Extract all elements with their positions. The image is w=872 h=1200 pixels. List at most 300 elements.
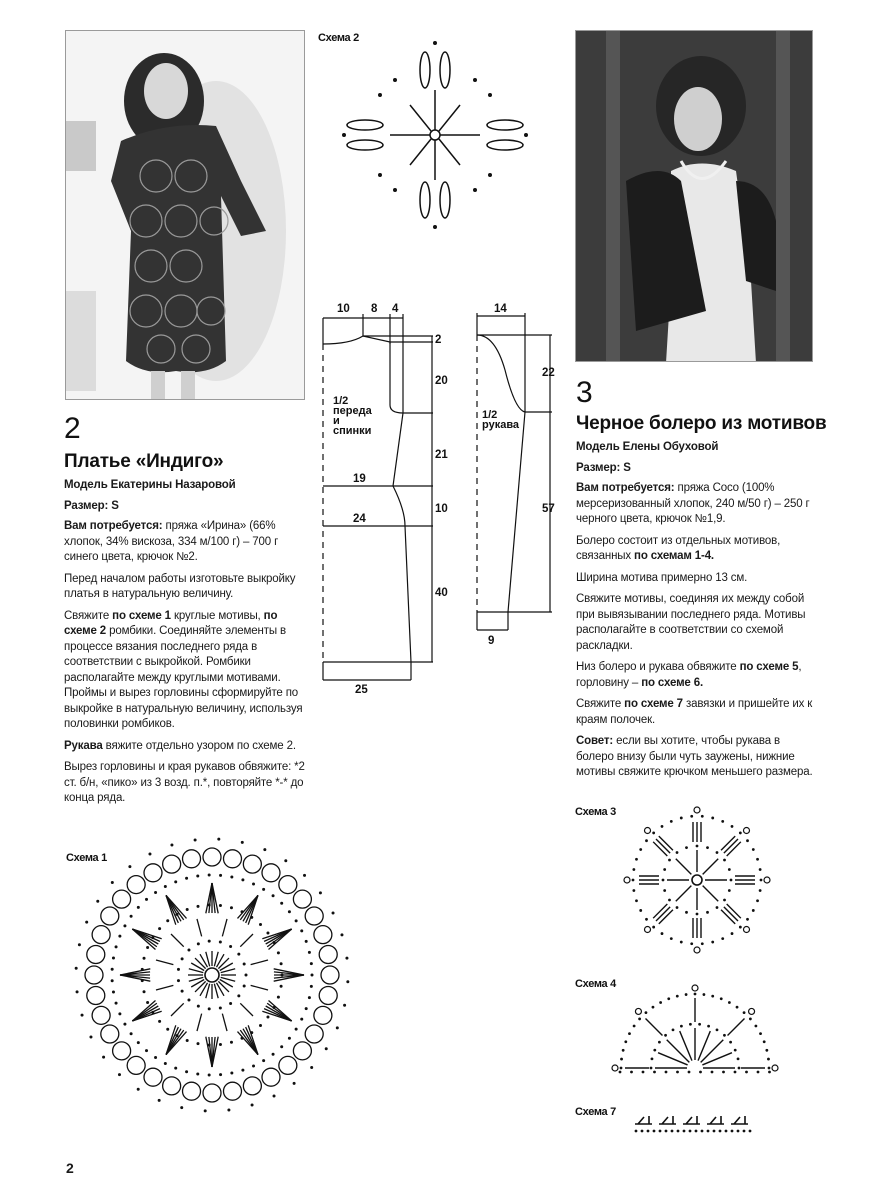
chain-dot <box>237 953 240 956</box>
chain-dot <box>204 1109 207 1112</box>
chain-dot <box>685 911 688 914</box>
stitch-stroke <box>222 1014 227 1031</box>
stitch-stroke <box>667 1040 690 1063</box>
chain-dot <box>756 858 759 861</box>
picot <box>645 828 651 834</box>
stitch-stroke <box>222 919 227 936</box>
chain-dot <box>622 1049 625 1052</box>
stitch-stroke <box>171 934 184 947</box>
chain-dot <box>146 946 149 949</box>
dim-height-20: 20 <box>435 375 448 387</box>
chain-dot <box>137 1041 140 1044</box>
chain-dot <box>185 877 188 880</box>
chain-dot <box>759 868 762 871</box>
chain-dot <box>241 1037 244 1040</box>
chain-dot <box>300 1018 303 1021</box>
materials-label: Вам потребуется: <box>64 520 163 532</box>
chain-dot <box>667 997 670 1000</box>
chain-dot <box>146 1001 149 1004</box>
chain-dot <box>259 923 262 926</box>
chain-dot <box>118 935 121 938</box>
chain-dot <box>181 990 184 993</box>
chain-dot <box>263 848 266 851</box>
chain-dot <box>241 1069 244 1072</box>
chain-dot <box>734 1049 737 1052</box>
picot-loop <box>183 850 201 868</box>
picot-loop <box>101 907 119 925</box>
chain-dot <box>310 985 313 988</box>
article-3-para-3: Свяжите мотивы, соединяя их между собой при вывязывании последнего ряда. Мотивы располагайте в соответствии со схемой раскладки. <box>576 593 806 652</box>
picot-loop <box>293 890 311 908</box>
chain-dot <box>728 889 731 892</box>
chain-dot <box>252 1064 255 1067</box>
chain-dot <box>277 951 280 954</box>
dim-hem-25: 25 <box>355 684 368 696</box>
article-2-size: Размер: S <box>64 499 119 512</box>
picot <box>743 828 749 834</box>
chain-dot <box>89 1036 92 1039</box>
chain-dot <box>723 899 726 902</box>
chain-dot <box>325 1047 328 1050</box>
chain-dot <box>177 968 180 971</box>
chain-dot <box>75 967 78 970</box>
pattern-label-fraction: 1/2 <box>333 395 349 407</box>
chain-dot <box>280 985 283 988</box>
text-run: завязки и пришейте их к краям полочек. <box>576 698 813 726</box>
chain-dot <box>300 929 303 932</box>
stitch-stroke <box>702 1053 732 1065</box>
stitch-fan <box>237 1032 258 1055</box>
scheme-7-label: Схема 7 <box>575 1106 616 1118</box>
chain-dot <box>112 991 115 994</box>
chain-dot <box>731 825 734 828</box>
chain-dot <box>303 874 306 877</box>
chain-dot <box>734 1071 737 1074</box>
sleeves-label: Рукава <box>64 739 103 752</box>
chain-dot <box>123 924 126 927</box>
materials-text: пряжа «Ирина» (66% хлопок, 34% вискоза, 334 м/100 г) – 700 г синего цвета, крючок №2. <box>64 520 279 563</box>
chain-dot <box>630 1071 633 1074</box>
chain-dot <box>661 825 664 828</box>
stitch-stroke <box>240 1003 253 1016</box>
picot-loop <box>243 1077 261 1095</box>
chain-dot <box>680 1025 683 1028</box>
stitch-stroke <box>676 859 692 875</box>
picot-loop <box>113 1042 131 1060</box>
chain-dot <box>731 932 734 935</box>
chain-dot <box>755 1025 758 1028</box>
chain-dot <box>749 1018 752 1021</box>
chain-dot <box>243 985 246 988</box>
stitch-stroke <box>680 1031 692 1061</box>
chain-dot <box>241 841 244 844</box>
chain-dot <box>96 900 99 903</box>
picot-loop <box>243 855 261 873</box>
picot-loop <box>85 966 103 984</box>
chain-dot <box>711 941 714 944</box>
chain-dot <box>650 1067 653 1070</box>
chain-dot <box>288 910 291 913</box>
picot-loop <box>87 946 105 964</box>
pattern-label-and: и <box>333 415 340 427</box>
dress-pattern-diagram <box>315 300 455 700</box>
chain-dot <box>164 885 167 888</box>
chain-dot <box>151 936 154 939</box>
chain-dot <box>174 1067 177 1070</box>
chain-dot <box>272 1053 275 1056</box>
scheme-3-label: Схема 3 <box>575 806 616 818</box>
dim-sleeve-height-57: 57 <box>542 503 555 515</box>
sleeve-label-name: рукава <box>482 419 520 431</box>
chain-dot <box>746 918 749 921</box>
chain-dot <box>746 839 749 842</box>
dim-sleeve-cuff-9: 9 <box>488 635 495 647</box>
picot-loop <box>92 1006 110 1024</box>
chain-dot <box>305 1007 308 1010</box>
picot-loop <box>223 850 241 868</box>
chain-dot <box>737 1057 740 1060</box>
article-2-para-2 <box>64 609 308 733</box>
stitch-stroke <box>698 1031 710 1061</box>
stitch-stroke <box>197 1014 202 1031</box>
chain-dot <box>639 848 642 851</box>
chain-dot <box>336 1026 339 1029</box>
chain-dot <box>768 1071 771 1074</box>
chain-dot <box>272 1006 275 1009</box>
chain-dot <box>743 1011 746 1014</box>
chain-dot <box>186 908 189 911</box>
chain-dot <box>668 859 671 862</box>
chain-dot <box>208 874 211 877</box>
chain-dot <box>716 906 719 909</box>
text-run: Болеро состоит из отдельных мотивов, связанных <box>576 534 781 562</box>
chain-dot <box>343 1004 346 1007</box>
chain-dot <box>227 1108 230 1111</box>
picot-loop <box>319 946 337 964</box>
chain-dot <box>620 1067 623 1070</box>
chain-dot <box>219 874 222 877</box>
chain-dot <box>645 918 648 921</box>
chain-dot <box>187 948 190 951</box>
chain-dot <box>663 889 666 892</box>
materials-label: Вам потребуется: <box>576 482 675 494</box>
chain-dot <box>756 899 759 902</box>
scheme-3-diagram <box>622 805 772 955</box>
sleeve-label-fraction: 1/2 <box>482 409 498 421</box>
picot-loop <box>279 876 297 894</box>
chain-dot <box>632 879 635 882</box>
chain-dot <box>664 1034 667 1037</box>
chain-dot <box>208 904 211 907</box>
scheme-ref: по схеме 6. <box>641 676 704 689</box>
stitch-stroke <box>218 981 229 992</box>
chain-dot <box>635 858 638 861</box>
text-run: Свяжите <box>64 609 113 622</box>
chain-dot <box>158 1020 161 1023</box>
chain-dot <box>219 904 222 907</box>
chain-dot <box>158 927 161 930</box>
stitch-stroke <box>676 886 692 902</box>
picot <box>764 877 770 883</box>
chain-dot <box>295 1028 298 1031</box>
chain-dot <box>230 1072 233 1075</box>
chain-dot <box>137 906 140 909</box>
chain-dot <box>145 898 148 901</box>
chain-dot <box>288 1037 291 1040</box>
chain-dot <box>187 999 190 1002</box>
chain-dot <box>728 868 731 871</box>
picot-loop <box>163 1077 181 1095</box>
picot-loop <box>314 926 332 944</box>
picot <box>692 985 698 991</box>
dim-height-21: 21 <box>435 449 448 461</box>
stitch-stroke <box>251 960 268 965</box>
stitch-group <box>646 1019 663 1036</box>
chain-dot <box>652 1006 655 1009</box>
chain-dot <box>632 889 635 892</box>
chain-dot <box>676 851 679 854</box>
chain-dot <box>143 957 146 960</box>
dim-bust-19: 19 <box>353 473 366 485</box>
chain-dot <box>619 1071 622 1074</box>
chain-dot <box>177 979 180 982</box>
picot-loop <box>203 1084 221 1102</box>
chain-dot <box>277 996 280 999</box>
materials-text: пряжа Coco (100% мерсеризованный хлопок, 240 м/50 г) – 250 г черного цвета, крючок №1,9. <box>576 482 810 525</box>
picot-loop <box>183 1082 201 1100</box>
picot-loop <box>279 1056 297 1074</box>
chain-dot <box>653 1071 656 1074</box>
dim-hip-24: 24 <box>353 513 366 525</box>
chain-dot <box>680 817 683 820</box>
chain-dot <box>728 1001 731 1004</box>
chain-dot <box>251 1103 254 1106</box>
chain-dot <box>273 1095 276 1098</box>
chain-dot <box>651 1057 654 1060</box>
chain-dot <box>154 1056 157 1059</box>
chain-dot <box>252 883 255 886</box>
chain-dot <box>721 937 724 940</box>
chain-dot <box>624 1040 627 1043</box>
chain-dot <box>266 931 269 934</box>
chain-dot <box>346 980 349 983</box>
stitch-stroke <box>156 960 173 965</box>
chain-dot <box>143 990 146 993</box>
chain-dot <box>196 905 199 908</box>
chain-dot <box>765 1049 768 1052</box>
picot-loop <box>127 876 145 894</box>
chain-dot <box>706 846 709 849</box>
chain-dot <box>658 1041 661 1044</box>
picot-loop <box>203 848 221 866</box>
dim-shoulder-4: 4 <box>392 303 399 315</box>
scheme-ref: по схеме 1 <box>112 609 171 622</box>
chain-dot <box>295 919 298 922</box>
dim-sleeve-top-14: 14 <box>494 303 507 315</box>
center-ring <box>205 968 219 982</box>
chain-dot <box>272 894 275 897</box>
chain-dot <box>310 962 313 965</box>
chain-dot <box>186 1039 189 1042</box>
article-3-tip <box>576 734 816 781</box>
picot-loop <box>127 1056 145 1074</box>
chain-dot <box>652 832 655 835</box>
stitch-stroke <box>195 958 206 969</box>
picot-loop <box>87 986 105 1004</box>
chain-dot <box>170 844 173 847</box>
chain-dot <box>85 921 88 924</box>
picot-loop <box>305 1025 323 1043</box>
stitch-fan <box>132 1000 155 1021</box>
stitch-stroke <box>195 981 206 992</box>
chain-dot <box>676 1071 679 1074</box>
chain-dot <box>759 889 762 892</box>
dim-height-40: 40 <box>435 587 448 599</box>
chain-dot <box>208 1073 211 1076</box>
scheme-ref: по схеме 2 <box>64 609 278 637</box>
tip-label: Совет: <box>576 735 614 747</box>
chain-dot <box>230 1041 233 1044</box>
chain-dot <box>241 878 244 881</box>
chain-dot <box>102 1056 105 1059</box>
text-run: , горловину – <box>576 661 802 689</box>
chain-dot <box>293 1082 296 1085</box>
chain-dot <box>219 1043 222 1046</box>
chain-dot <box>690 942 693 945</box>
picot-loop <box>262 864 280 882</box>
chain-dot <box>688 1071 691 1074</box>
scheme-4-diagram <box>610 978 780 1078</box>
chain-dot <box>164 1062 167 1065</box>
chain-dot <box>176 1034 179 1037</box>
bolero-photo-illustration <box>576 31 813 362</box>
chain-dot <box>680 941 683 944</box>
chain-dot <box>241 910 244 913</box>
chain-dot <box>639 909 642 912</box>
chain-dot <box>739 926 742 929</box>
chain-dot <box>280 1045 283 1048</box>
chain-dot <box>130 915 133 918</box>
chain-dot <box>720 997 723 1000</box>
scheme-2-diagram <box>340 35 530 235</box>
chain-dot <box>739 832 742 835</box>
chain-dot <box>711 817 714 820</box>
chain-dot <box>633 1025 636 1028</box>
chain-dot <box>111 881 114 884</box>
article-3-author: Модель Елены Обуховой <box>576 441 719 453</box>
chain-dot <box>745 1071 748 1074</box>
chain-dot <box>174 880 177 883</box>
chain-dot <box>281 974 284 977</box>
article-2-author: Модель Екатерины Назаровой <box>64 479 236 491</box>
article-3-para-5 <box>576 697 816 728</box>
text-run: Низ болеро и рукава обвяжите <box>576 661 740 673</box>
chain-dot <box>217 838 220 841</box>
chain-dot <box>736 1006 739 1009</box>
chain-dot <box>711 995 714 998</box>
chain-dot <box>118 1073 121 1076</box>
chain-dot <box>685 993 688 996</box>
dim-shoulder-10: 10 <box>337 303 350 315</box>
chain-dot <box>197 1005 200 1008</box>
chain-dot <box>305 940 308 943</box>
chain-dot <box>123 1023 126 1026</box>
stitch-stroke <box>171 1003 184 1016</box>
scheme-ref: по схеме 5 <box>739 661 799 673</box>
chain-dot <box>760 879 763 882</box>
chain-dot <box>672 1028 675 1031</box>
chain-dot <box>262 1059 265 1062</box>
chain-dot <box>721 820 724 823</box>
stitch-group <box>728 1019 745 1036</box>
chain-dot <box>158 1099 161 1102</box>
article-3-title: Черное болеро из мотивов <box>576 413 827 434</box>
stitch-stroke <box>251 985 268 990</box>
chain-dot <box>151 1011 154 1014</box>
chain-dot <box>284 859 287 862</box>
chain-dot <box>665 1071 668 1074</box>
chain-dot <box>180 1106 183 1109</box>
chain-dot <box>729 1041 732 1044</box>
chain-dot <box>166 1028 169 1031</box>
picot-loop <box>319 986 337 1004</box>
chain-dot <box>701 815 704 818</box>
chain-dot <box>208 940 211 943</box>
chain-dot <box>722 1071 725 1074</box>
chain-dot <box>154 891 157 894</box>
text-run: ромбики. Соединяйте элементы в процессе вязания последнего ряда в соответствии с выкройкой. Ромбики располагайте между круглыми мотивами. Проймы и вырез горловины сформируйте по выкройке в натуральную величину, используя половинки ромбиков. <box>64 625 303 730</box>
chain-dot <box>635 899 638 902</box>
stitch-stroke <box>658 1053 688 1065</box>
chain-dot <box>280 902 283 905</box>
picot-loop <box>305 907 323 925</box>
chain-dot <box>628 1032 631 1035</box>
stitch-stroke <box>218 958 229 969</box>
chain-dot <box>250 1031 253 1034</box>
chain-dot <box>78 943 81 946</box>
picot <box>743 926 749 932</box>
chain-dot <box>723 859 726 862</box>
chain-dot <box>707 1025 710 1028</box>
picot-loop <box>262 1068 280 1086</box>
pattern-label-front: переда <box>333 405 372 417</box>
chain-dot <box>230 875 233 878</box>
center-ring <box>692 875 702 885</box>
photo-indigo-dress <box>65 30 305 400</box>
chain-dot <box>768 1067 771 1070</box>
chain-dot <box>219 1006 222 1009</box>
picot <box>694 947 700 953</box>
stitch-stroke <box>156 985 173 990</box>
chain-dot <box>181 957 184 960</box>
chain-dot <box>662 879 665 882</box>
article-2-title: Платье «Индиго» <box>64 451 224 472</box>
picot-loop <box>321 966 339 984</box>
chain-dot <box>703 993 706 996</box>
article-3-materials <box>576 481 816 528</box>
dim-height-2: 2 <box>435 334 442 346</box>
chain-dot <box>130 1032 133 1035</box>
chain-dot <box>266 1016 269 1019</box>
chain-dot <box>716 851 719 854</box>
chain-dot <box>148 852 151 855</box>
pattern-label-back: спинки <box>333 425 372 437</box>
chain-dot <box>230 906 233 909</box>
scheme-7-diagram <box>632 1112 757 1134</box>
chain-dot <box>668 899 671 902</box>
chain-dot <box>698 1023 701 1026</box>
chain-dot <box>676 906 679 909</box>
